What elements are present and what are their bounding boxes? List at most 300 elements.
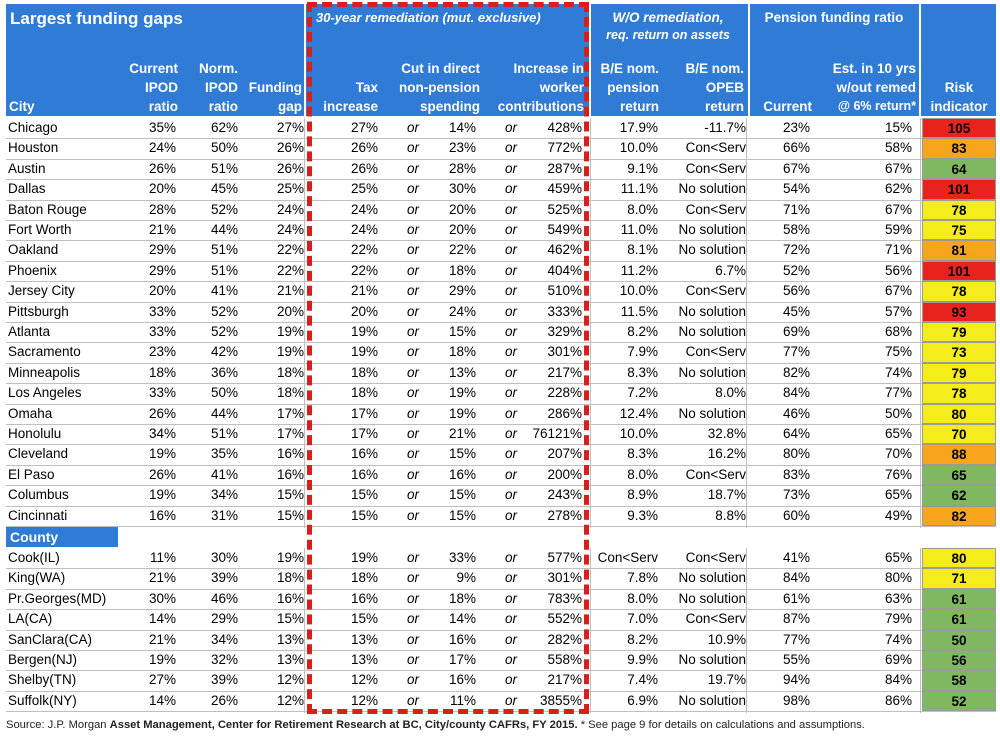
cell-city: Suffolk(NY) [8,692,77,708]
cell-inc: 76121% [532,426,582,441]
cell-norm: 44% [210,222,238,237]
cell-be-opeb: No solution [678,324,746,339]
cell-cut: 23% [448,140,476,156]
cell-ipod: 28% [148,201,176,217]
cell-or: or [504,672,517,688]
cell-city: Sacramento [8,344,81,360]
cell-or: or [406,550,419,565]
cell-norm: 42% [210,344,238,360]
cell-be-pension: 9.1% [627,160,658,176]
table-row [0,609,1000,629]
source-prefix: Source: J.P. Morgan [6,719,110,731]
cell-be-pension: 8.0% [627,466,658,482]
cell-norm: 52% [210,201,238,217]
cell-norm: 51% [210,426,238,441]
cell-be-opeb: -11.7% [704,120,746,135]
cell-current: 56% [782,283,810,299]
cell-gap: 15% [276,611,304,627]
cell-be-pension: 8.2% [627,631,658,647]
cell-or: or [406,426,419,441]
cell-current: 77% [782,344,810,360]
cell-or: or [504,222,517,237]
cell-inc: 207% [547,446,582,462]
cell-or: or [504,242,517,258]
cell-be-opeb: No solution [678,181,746,197]
cell-cut: 19% [448,405,476,421]
cell-or: or [406,570,419,586]
cell-ipod: 29% [148,262,176,278]
col-est-header-2: w/out remed [836,80,916,95]
cell-or: or [406,672,419,688]
cell-gap: 18% [276,364,304,380]
cell-or: or [406,201,419,217]
cell-city: Phoenix [8,262,57,278]
cell-gap: 26% [276,160,304,176]
cell-current: 54% [782,181,810,197]
table-row [0,240,1000,260]
cell-ipod: 21% [148,570,176,586]
table-row [0,548,1000,568]
cell-or: or [504,181,517,197]
risk-indicator-badge: 101 [922,179,996,199]
table-row [0,200,1000,220]
cell-norm: 34% [210,487,238,503]
cell-gap: 16% [276,590,304,606]
cell-city: Pittsburgh [8,303,69,319]
cell-be-opeb: No solution [678,303,746,319]
cell-ipod: 19% [148,446,176,462]
cell-norm: 52% [210,324,238,339]
cell-current: 84% [782,570,810,586]
col-be-opeb-header-1: B/E nom. [685,61,744,76]
cell-current: 67% [782,160,810,176]
cell-tax: 16% [350,446,378,462]
risk-indicator-badge: 71 [922,568,996,588]
cell-current: 72% [782,242,810,258]
cell-cut: 16% [448,631,476,647]
cell-city: Shelby(TN) [8,672,77,688]
cell-be-opeb: Con<Serv [685,611,746,627]
cell-gap: 12% [276,672,304,688]
cell-current: 98% [782,692,810,708]
cell-norm: 30% [210,550,238,565]
column-divider [590,548,591,713]
cell-norm: 46% [210,590,238,606]
cell-ipod: 33% [148,324,176,339]
cell-current: 77% [782,631,810,647]
table-row [0,281,1000,301]
cell-tax: 15% [350,507,378,523]
cell-gap: 13% [276,631,304,647]
cell-est: 84% [884,672,912,688]
cell-or: or [406,181,419,197]
cell-norm: 50% [210,385,238,401]
cell-tax: 19% [350,344,378,360]
cell-gap: 26% [276,140,304,156]
cell-be-opeb: Con<Serv [685,160,746,176]
risk-indicator-badge: 58 [922,670,996,690]
column-divider [304,548,305,713]
cell-or: or [504,303,517,319]
risk-indicator-badge: 78 [922,383,996,403]
cell-est: 67% [884,201,912,217]
cell-or: or [406,364,419,380]
cell-city: Jersey City [8,283,75,299]
cell-be-opeb: 6.7% [715,262,746,278]
cell-norm: 41% [210,466,238,482]
cell-or: or [504,692,517,708]
cell-cut: 9% [456,570,476,586]
cell-or: or [504,631,517,647]
cell-be-opeb: No solution [678,652,746,667]
cell-tax: 25% [350,181,378,197]
cell-be-pension: 7.0% [627,611,658,627]
cell-inc: 549% [547,222,582,237]
table-row [0,404,1000,424]
cell-city: Honolulu [8,426,62,441]
cell-gap: 21% [276,283,304,299]
cell-est: 58% [884,140,912,156]
cell-or: or [504,570,517,586]
cell-or: or [406,652,419,667]
cell-gap: 24% [276,222,304,237]
table-row [0,138,1000,158]
cell-be-opeb: Con<Serv [685,344,746,360]
cell-be-pension: 17.9% [619,120,658,135]
cell-est: 57% [884,303,912,319]
cell-inc: 772% [547,140,582,156]
column-divider [920,548,921,713]
cell-be-opeb: No solution [678,222,746,237]
cell-city: El Paso [8,466,55,482]
cell-current: 46% [782,405,810,421]
table-row [0,118,1000,138]
col-est-header-1: Est. in 10 yrs [832,61,916,76]
cell-inc: 459% [547,181,582,197]
cell-or: or [406,324,419,339]
cell-tax: 26% [350,160,378,176]
col-norm-header-1: Norm. [198,61,238,76]
table-row [0,322,1000,342]
cell-est: 68% [884,324,912,339]
cell-tax: 17% [350,426,378,441]
cell-gap: 16% [276,466,304,482]
cell-be-opeb: No solution [678,364,746,380]
cell-tax: 20% [350,303,378,319]
column-divider [304,118,305,528]
cell-gap: 24% [276,201,304,217]
risk-indicator-badge: 78 [922,281,996,301]
cell-tax: 19% [350,324,378,339]
cell-est: 74% [884,631,912,647]
cell-city: Minneapolis [8,364,81,380]
cell-or: or [504,140,517,156]
cell-ipod: 29% [148,242,176,258]
cell-norm: 29% [210,611,238,627]
cell-city: Bergen(NJ) [8,652,78,667]
cell-be-opeb: Con<Serv [685,201,746,217]
cell-tax: 12% [350,672,378,688]
cell-ipod: 21% [148,222,176,237]
cell-inc: 525% [547,201,582,217]
cell-est: 70% [884,446,912,462]
cell-gap: 18% [276,570,304,586]
cell-inc: 217% [547,364,582,380]
cell-cut: 14% [448,611,476,627]
col-current-header: Current [763,99,812,114]
cell-current: 71% [782,201,810,217]
cell-cut: 20% [448,222,476,237]
cell-cut: 15% [448,507,476,523]
cell-cut: 22% [448,242,476,258]
cell-ipod: 14% [148,692,176,708]
cell-norm: 32% [210,652,238,667]
cell-city: LA(CA) [8,611,53,627]
cell-be-pension: 12.4% [619,405,658,421]
cell-norm: 52% [210,303,238,319]
col-tax-header-1: Tax [355,80,378,95]
cell-est: 62% [884,181,912,197]
cell-be-pension: 8.3% [627,364,658,380]
cell-tax: 24% [350,222,378,237]
cell-tax: 19% [350,550,378,565]
risk-indicator-badge: 83 [922,138,996,158]
col-city-header: City [9,99,35,114]
col-cut-header-2: non-pension [399,80,480,95]
cell-or: or [504,160,517,176]
cell-or: or [504,283,517,299]
cell-norm: 35% [210,446,238,462]
cell-or: or [406,344,419,360]
risk-indicator-badge: 82 [922,506,996,526]
cell-est: 67% [884,283,912,299]
cell-norm: 44% [210,405,238,421]
cell-ipod: 16% [148,507,176,523]
table-row [0,444,1000,464]
cell-or: or [504,507,517,523]
col-norm-header-3: ratio [208,99,238,114]
group-pension-label: Pension funding ratio [764,10,904,25]
cell-cut: 30% [448,181,476,197]
cell-current: 94% [782,672,810,688]
cell-be-opeb: 32.8% [707,426,746,441]
cell-cut: 19% [448,385,476,401]
table-row [0,159,1000,179]
cell-est: 50% [884,405,912,421]
cell-inc: 558% [547,652,582,667]
col-tax-header-2: increase [323,99,378,114]
cell-cut: 20% [448,201,476,217]
cell-city: Chicago [8,120,58,135]
cell-est: 65% [884,487,912,503]
risk-indicator-badge: 79 [922,322,996,342]
cell-gap: 12% [276,692,304,708]
cell-gap: 22% [276,242,304,258]
table-row [0,220,1000,240]
cell-inc: 404% [547,262,582,278]
cell-be-pension: 11.1% [620,181,658,197]
cell-cut: 16% [448,466,476,482]
cell-tax: 21% [350,283,378,299]
cell-ipod: 19% [148,652,176,667]
cell-ipod: 27% [148,672,176,688]
cell-norm: 39% [210,570,238,586]
cell-or: or [504,344,517,360]
group-remediation-label: 30-year remediation (mut. exclusive) [316,10,541,25]
cell-cut: 33% [448,550,476,565]
cell-ipod: 26% [148,466,176,482]
cell-or: or [504,426,517,441]
cell-norm: 41% [210,283,238,299]
cell-or: or [504,262,517,278]
cell-current: 84% [782,385,810,401]
cell-be-pension: Con<Serv [597,550,658,565]
cell-norm: 51% [210,160,238,176]
source-suffix: * See page 9 for details on calculations and assumptions. [577,719,865,731]
risk-indicator-badge: 56 [922,650,996,670]
cell-or: or [406,242,419,258]
cell-est: 71% [884,242,912,258]
cell-be-opeb: 8.8% [715,507,746,523]
col-be-pension-header-3: return [619,99,659,114]
cell-ipod: 20% [148,283,176,299]
cell-ipod: 24% [148,140,176,156]
col-inc-header-3: contributions [497,99,584,114]
cell-inc: 552% [547,611,582,627]
cell-inc: 462% [547,242,582,258]
cell-est: 86% [884,692,912,708]
cell-or: or [504,652,517,667]
column-divider [920,118,921,528]
cell-ipod: 26% [148,405,176,421]
cell-be-opeb: 8.0% [715,385,746,401]
cell-est: 79% [884,611,912,627]
cell-or: or [504,201,517,217]
risk-indicator-badge: 105 [922,118,996,138]
cell-be-pension: 7.8% [627,570,658,586]
cell-or: or [406,262,419,278]
cell-or: or [406,446,419,462]
cell-tax: 16% [350,590,378,606]
risk-indicator-badge: 61 [922,609,996,629]
table-row [0,465,1000,485]
cell-ipod: 35% [148,120,176,135]
cell-current: 45% [782,303,810,319]
cell-be-pension: 8.0% [627,201,658,217]
cell-current: 55% [782,652,810,667]
cell-or: or [406,507,419,523]
cell-be-pension: 8.0% [627,590,658,606]
cell-or: or [504,385,517,401]
col-risk-header-2: indicator [930,99,988,114]
cell-cut: 29% [448,283,476,299]
cell-ipod: 33% [148,385,176,401]
cell-cut: 15% [448,324,476,339]
cell-ipod: 21% [148,631,176,647]
cell-cut: 15% [448,446,476,462]
cell-ipod: 30% [148,590,176,606]
cell-tax: 26% [350,140,378,156]
cell-est: 77% [884,385,912,401]
cell-or: or [504,405,517,421]
col-est-header-3: @ 6% return* [837,99,916,113]
cell-gap: 27% [276,120,304,135]
cell-current: 60% [782,507,810,523]
cell-city: Houston [8,140,59,156]
cell-gap: 16% [276,446,304,462]
cell-city: Columbus [8,487,69,503]
cell-city: Cook(IL) [8,550,60,565]
col-ipod-header-3: ratio [148,99,178,114]
cell-or: or [504,611,517,627]
risk-indicator-badge: 65 [922,465,996,485]
col-cut-header-1: Cut in direct [401,61,480,76]
cell-inc: 3855% [539,692,582,708]
group-wo-label-2: req. return on assets [606,28,730,42]
col-gap-header-2: gap [277,99,302,114]
cell-inc: 278% [547,507,582,523]
cell-tax: 16% [350,466,378,482]
source-note [6,716,865,734]
cell-ipod: 23% [148,344,176,360]
cell-be-pension: 7.2% [627,385,658,401]
cell-est: 56% [884,262,912,278]
table-row [0,670,1000,690]
cell-gap: 22% [276,262,304,278]
cell-be-pension: 7.9% [627,344,658,360]
cell-city: Los Angeles [8,385,82,401]
table-row [0,589,1000,609]
cell-norm: 62% [210,120,238,135]
cell-city: Oakland [8,242,59,258]
table-row [0,485,1000,505]
cell-or: or [504,550,517,565]
cell-be-opeb: Con<Serv [685,550,746,565]
cell-inc: 333% [547,303,582,319]
col-ipod-header-1: Current [129,61,178,76]
cell-city: Pr.Georges(MD) [8,590,107,606]
risk-indicator-badge: 50 [922,630,996,650]
group-wo-label-1: W/O remediation, [612,10,724,25]
cell-est: 75% [884,344,912,360]
county-section-label: County [10,529,59,545]
cell-cut: 13% [448,364,476,380]
cell-cut: 21% [448,426,476,441]
cell-norm: 51% [210,242,238,258]
cell-or: or [504,446,517,462]
column-divider [746,118,747,528]
cell-gap: 17% [276,426,304,441]
cell-inc: 282% [547,631,582,647]
cell-tax: 22% [350,262,378,278]
cell-be-opeb: No solution [678,692,746,708]
cell-city: Dallas [8,181,46,197]
cell-be-pension: 6.9% [627,692,658,708]
cell-or: or [504,487,517,503]
table-row [0,261,1000,281]
cell-city: Baton Rouge [8,201,87,217]
cell-be-pension: 11.2% [620,262,658,278]
cell-inc: 301% [547,570,582,586]
cell-est: 76% [884,466,912,482]
cell-gap: 18% [276,385,304,401]
cell-inc: 329% [547,324,582,339]
risk-indicator-badge: 88 [922,444,996,464]
table-row [0,179,1000,199]
cell-gap: 25% [276,181,304,197]
cell-or: or [504,466,517,482]
risk-indicator-badge: 64 [922,159,996,179]
